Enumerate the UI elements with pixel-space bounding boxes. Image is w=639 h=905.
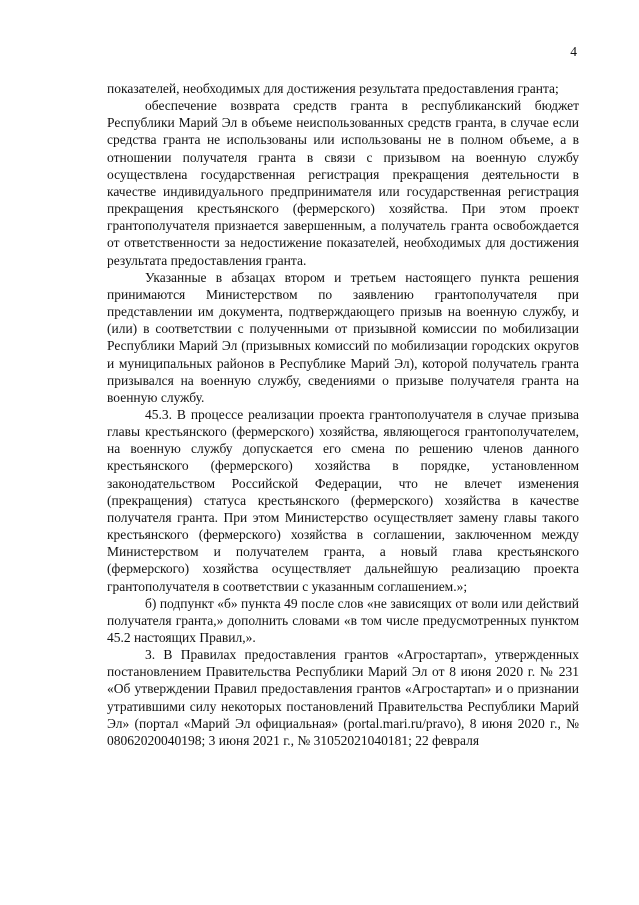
document-body bbox=[107, 80, 579, 749]
paragraph-continuation: показателей, необходимых для достижения результата предоставления гранта; bbox=[107, 81, 559, 96]
page-number: 4 bbox=[570, 44, 577, 59]
paragraph-decisions: Указанные в абзацах втором и третьем настоящего пункта решения принимаются Министерством по заявлению грантополучателя при представлении им документа, подтверждающего призыв на военную службу, и (или) в соответствии с полученными от призывной комиссии по мобилизации Республики Марий Эл (призывных комиссий по мобилизации городских округов и муниципальных районов в Республике Марий Эл), которой получатель гранта призывался на военную службу, сведениями о призыве получателя гранта на военную службу. bbox=[107, 269, 579, 405]
paragraph-45-3: 45.3. В процессе реализации проекта грантополучателя в случае призыва главы крестьянского (фермерского) хозяйства, являющегося грантополучателем, на военную службу допускается его смена по решению членов данного крестьянского (фермерского) хозяйства в порядке, установленном законодательством Российской Федерации, что не влечет изменения (прекращения) статуса крестьянского (фермерского) хозяйства в качестве получателя гранта. При этом Министерство осуществляет замену главы такого крестьянского (фермерского) хозяйства в соглашении, заключенном между Министерством и получателем гранта, а новый глава крестьянского (фермерского) хозяйства осуществляет дальнейшую реализацию проекта грантополучателя в соответствии с указанным соглашением.»; bbox=[107, 406, 579, 594]
paragraph-subitem-b: б) подпункт «б» пункта 49 после слов «не зависящих от воли или действий получателя гранта,» дополнить словами «в том числе предусмотренных пунктом 45.2 настоящих Правил,». bbox=[107, 595, 579, 645]
paragraph-item-3: 3. В Правилах предоставления грантов «Агростартап», утвержденных постановлением Правительства Республики Марий Эл от 8 июня 2020 г. № 231 «Об утверждении Правил предоставления грантов «Агростартап» и о признании утратившими силу некоторых постановлений Правительства Республики Марий Эл» (портал «Марий Эл официальная» (portal.mari.ru/pravo), 8 июня 2020 г., № 08062020040198; 3 июня 2021 г., № 31052021040181; 22 февраля bbox=[107, 647, 579, 748]
paragraph-grant-refund: обеспечение возврата средств гранта в республиканский бюджет Республики Марий Эл в объеме неиспользованных средств гранта, в случае если средства гранта не использованы или использованы не в полном объеме, а в отношении получателя гранта в связи с призывом на военную службу осуществлена государственная регистрация прекращения деятельности в качестве индивидуального предпринимателя или государственная регистрация прекращения крестьянского (фермерского) хозяйства. При этом проект грантополучателя признается завершенным, а получатель гранта освобождается от ответственности за недостижение показателей, необходимых для достижения результата предоставления гранта. bbox=[107, 98, 579, 268]
